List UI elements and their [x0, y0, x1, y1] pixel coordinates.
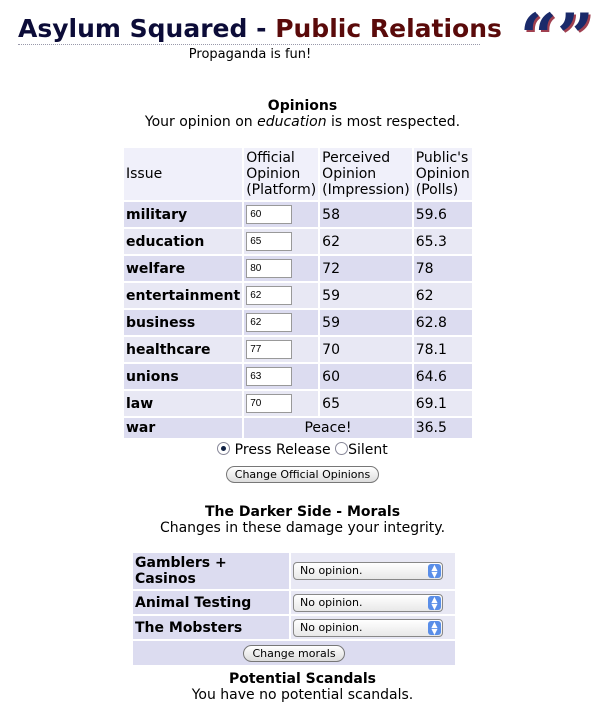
perceived-opinion: 65: [320, 391, 412, 416]
perceived-opinion: 59: [320, 310, 412, 335]
official-opinion-input[interactable]: [246, 259, 292, 278]
moral-label: The Mobsters: [133, 616, 289, 639]
official-cell: [244, 337, 318, 362]
table-row: [124, 364, 472, 389]
public-opinion: 64.6: [414, 364, 472, 389]
moral-label: Animal Testing: [133, 591, 289, 614]
moral-select[interactable]: [293, 619, 443, 637]
issue-name: entertainment: [124, 283, 242, 308]
official-opinion-input[interactable]: [246, 340, 292, 359]
morals-table: [131, 551, 457, 667]
perceived-opinion: 62: [320, 229, 412, 254]
release-mode: [0, 442, 605, 458]
morals-subtitle: Changes in these damage your integrity.: [159, 520, 446, 536]
opinions-header: [0, 98, 605, 130]
perceived-opinion: 70: [320, 337, 412, 362]
official-cell: [244, 310, 318, 335]
respected-issue: education: [257, 114, 327, 130]
col-official: Official Opinion (Platform): [246, 150, 317, 198]
issue-name: unions: [124, 364, 242, 389]
table-row: [124, 337, 472, 362]
public-opinion: 78: [414, 256, 472, 281]
table-row: [124, 391, 472, 416]
public-opinion: 62: [414, 283, 472, 308]
select-value: No opinion.: [300, 595, 363, 609]
table-row-war: [124, 418, 472, 438]
moral-row: [133, 553, 455, 589]
table-row: [124, 283, 472, 308]
issue-name: military: [124, 202, 242, 227]
public-opinion: 62.8: [414, 310, 472, 335]
perceived-opinion: 59: [320, 283, 412, 308]
select-arrows-icon: ▲ ▼: [428, 564, 441, 578]
public-opinion: 36.5: [414, 418, 472, 438]
moral-cell: [291, 591, 455, 614]
official-opinion-input[interactable]: [246, 205, 292, 224]
select-value: No opinion.: [300, 564, 363, 577]
scandals-subtitle: You have no potential scandals.: [191, 687, 414, 703]
select-value: No opinion.: [300, 620, 363, 634]
public-opinion: 69.1: [414, 391, 472, 416]
official-opinion-input[interactable]: [246, 394, 292, 413]
select-arrows-icon: ▲ ▼: [428, 596, 441, 610]
official-opinion-input[interactable]: [246, 286, 292, 305]
public-opinion: 65.3: [414, 229, 472, 254]
public-opinion: 59.6: [414, 202, 472, 227]
official-cell: [244, 256, 318, 281]
official-cell: [244, 229, 318, 254]
moral-select[interactable]: [293, 562, 443, 580]
table-row: [124, 229, 472, 254]
issue-name: education: [124, 229, 242, 254]
moral-select[interactable]: [293, 594, 443, 612]
official-opinion-input[interactable]: [246, 313, 292, 332]
col-perceived: Perceived Opinion (Impression): [322, 150, 410, 198]
issue-name: business: [124, 310, 242, 335]
moral-label: Gamblers + Casinos: [133, 553, 289, 589]
radio-silent[interactable]: [335, 442, 348, 455]
issue-name: welfare: [124, 256, 242, 281]
moral-row: [133, 591, 455, 614]
issue-name: healthcare: [124, 337, 242, 362]
moral-cell: [291, 616, 455, 639]
radio-press-release[interactable]: [217, 442, 230, 455]
perceived-opinion: 60: [320, 364, 412, 389]
moral-cell: [291, 553, 455, 589]
title-site: Asylum Squared -: [18, 14, 276, 43]
col-public: Public's Opinion (Polls): [415, 150, 470, 198]
official-cell: [244, 202, 318, 227]
opinions-table: [122, 146, 474, 440]
public-opinion: 78.1: [414, 337, 472, 362]
morals-header: [0, 504, 605, 536]
table-header: [124, 148, 472, 200]
title-section: Public Relations: [275, 14, 502, 43]
issue-name: law: [124, 391, 242, 416]
scandals-heading: Potential Scandals: [228, 671, 377, 687]
sub-post: is most respected.: [326, 114, 461, 130]
press-release-label[interactable]: Press Release: [234, 442, 331, 458]
opinions-heading: Opinions: [267, 98, 338, 114]
official-cell: [244, 391, 318, 416]
table-row: [124, 256, 472, 281]
morals-heading: The Darker Side - Morals: [204, 504, 401, 520]
table-row: [124, 310, 472, 335]
tagline: Propaganda is fun!: [188, 47, 312, 62]
official-opinion-input[interactable]: [246, 367, 292, 386]
official-opinion-input[interactable]: [246, 232, 292, 251]
select-arrows-icon: ▲ ▼: [428, 621, 441, 635]
scandals-section: [0, 671, 605, 703]
sub-pre: Your opinion on: [144, 114, 258, 130]
change-morals-button[interactable]: Change morals: [243, 645, 344, 662]
change-official-opinions-button[interactable]: Change Official Opinions: [226, 466, 379, 483]
quote-marks-logo: “”: [520, 0, 594, 75]
col-issue: Issue: [124, 148, 242, 200]
official-cell: [244, 283, 318, 308]
war-status: Peace!: [244, 418, 412, 438]
moral-row: [133, 616, 455, 639]
page-title: [18, 14, 502, 45]
silent-label[interactable]: Silent: [348, 442, 388, 458]
perceived-opinion: 58: [320, 202, 412, 227]
issue-name: war: [124, 418, 242, 438]
perceived-opinion: 72: [320, 256, 412, 281]
official-cell: [244, 364, 318, 389]
opinions-subtitle: [0, 114, 605, 130]
table-row: [124, 202, 472, 227]
